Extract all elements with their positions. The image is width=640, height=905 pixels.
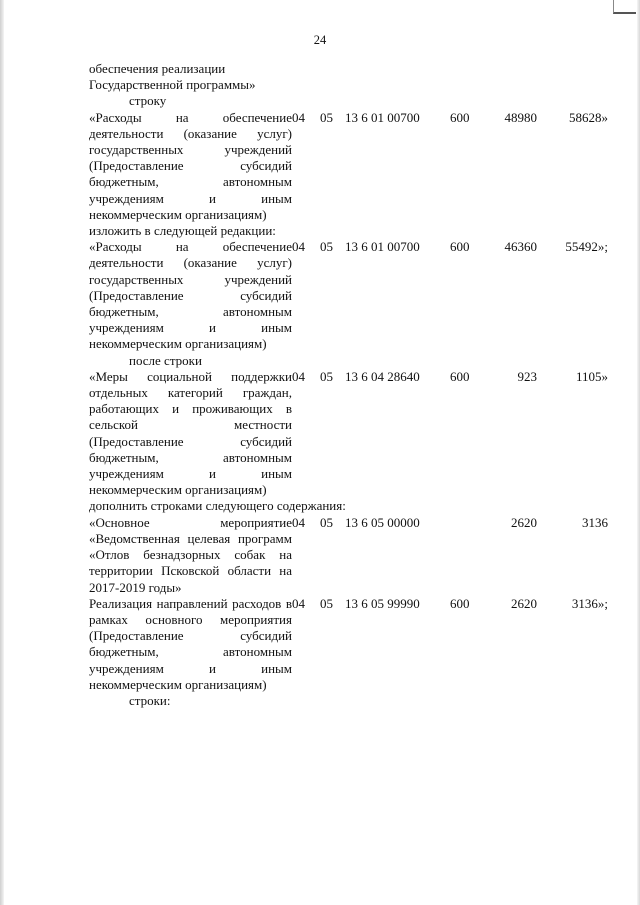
- row-social: [89, 369, 611, 499]
- expense-type-code: 600: [450, 368, 470, 384]
- amount-year-1: 48980: [504, 109, 537, 125]
- section-code: 04: [292, 368, 305, 384]
- instruction-text: изложить в следующей редакции:: [89, 223, 276, 239]
- instruction-text: строку: [129, 93, 167, 109]
- subsection-code: 05: [320, 514, 333, 530]
- scan-corner-mark: [613, 0, 636, 14]
- row-old: [89, 110, 611, 223]
- document-body: [89, 61, 611, 709]
- instruction-text: дополнить строками следующего содержания:: [89, 498, 346, 514]
- amount-year-2: 3136: [582, 514, 608, 530]
- row-description: Реализация направлений расходов в рамках основного мероприятия (Предоставление субсидий бюджетным, автономным учреждениям и иным некоммерческим организациям): [89, 595, 292, 692]
- section-code: 04: [292, 239, 305, 255]
- amount-year-1: 923: [517, 368, 537, 384]
- subsection-code: 05: [320, 239, 333, 255]
- row-description: «Расходы на обеспечение деятельности (оказание услуг) государственных учреждений (Предоставление субсидий бюджетным, автономным учреждениям и иным некоммерческим организациям): [89, 239, 292, 352]
- target-article-code: 13 6 01 00700: [345, 239, 420, 255]
- amount-year-2: 1105»: [575, 368, 608, 384]
- row-description: «Расходы на обеспечение деятельности (оказание услуг) государственных учреждений (Предоставление субсидий бюджетным, автономным учреждениям и иным некоммерческим организациям): [89, 109, 292, 222]
- target-article-code: 13 6 01 00700: [345, 109, 420, 125]
- amount-year-1: 2620: [511, 514, 537, 530]
- amount-year-1: 2620: [511, 595, 537, 611]
- row-main-activity: [89, 515, 611, 596]
- expense-type-code: 600: [450, 239, 470, 255]
- row-description: «Меры социальной поддержки отдельных категорий граждан, работающих и проживающих в сельской местности (Предоставление субсидий бюджетным, автономным учреждениям и иным некоммерческим организациям): [89, 368, 292, 498]
- continuation-text: Государственной программы»: [89, 77, 256, 93]
- target-article-code: 13 6 05 99990: [345, 595, 420, 611]
- row-new: [89, 239, 611, 352]
- amount-year-1: 46360: [504, 239, 537, 255]
- expense-type-code: 600: [450, 109, 470, 125]
- instruction-text: строки:: [129, 692, 171, 708]
- instruction-text: после строки: [129, 352, 202, 368]
- subsection-code: 05: [320, 109, 333, 125]
- target-article-code: 13 6 04 28640: [345, 368, 420, 384]
- section-code: 04: [292, 595, 305, 611]
- amount-year-2: 55492»;: [565, 239, 608, 255]
- subsection-code: 05: [320, 368, 333, 384]
- section-code: 04: [292, 514, 305, 530]
- row-implementation: [89, 596, 611, 693]
- target-article-code: 13 6 05 00000: [345, 514, 420, 530]
- amount-year-2: 58628»: [569, 109, 608, 125]
- scan-left-edge: [0, 0, 4, 905]
- row-description: «Основное мероприятие «Ведомственная целевая программ «Отлов безнадзорных собак на территории Псковской области на 2017-2019 годы»: [89, 514, 292, 595]
- section-code: 04: [292, 109, 305, 125]
- amount-year-2: 3136»;: [571, 595, 608, 611]
- continuation-text: обеспечения реализации: [89, 61, 226, 76]
- page-number: 24: [313, 33, 327, 47]
- expense-type-code: 600: [450, 595, 470, 611]
- subsection-code: 05: [320, 595, 333, 611]
